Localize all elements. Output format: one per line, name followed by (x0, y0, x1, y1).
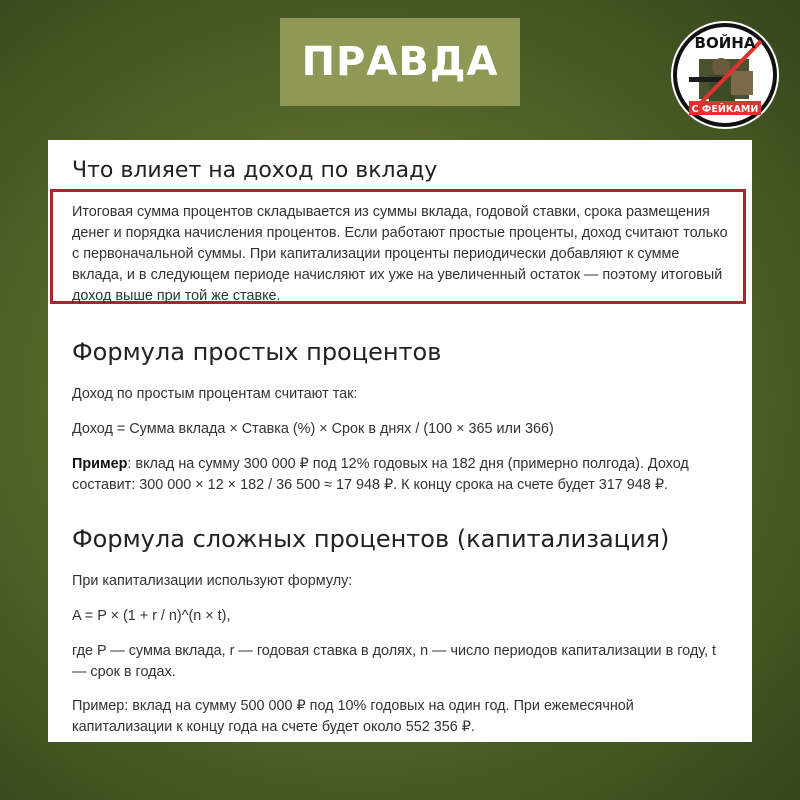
compound-interest-lead: При капитализации используют формулу: (72, 573, 353, 589)
logo-bottom-text: С ФЕЙКАМИ (691, 104, 759, 115)
compound-interest-formula: A = P × (1 + r / n)^(n × t), (72, 608, 231, 624)
war-on-fakes-logo (669, 19, 781, 131)
article-card (48, 140, 752, 742)
compound-interest-example: Пример: вклад на сумму 500 000 ₽ под 10% годовых на один год. При ежемесячной капитализации к концу года на счете будет около 552 356 ₽. (72, 698, 634, 735)
simple-interest-lead: Доход по простым процентам считают так: (72, 386, 358, 402)
simple-interest-formula: Доход = Сумма вклада × Ставка (%) × Срок в днях / (100 × 365 или 366) (72, 421, 554, 437)
heading-compound-interest: Формула сложных процентов (капитализация) (72, 525, 670, 553)
compound-interest-where: где P — сумма вклада, r — годовая ставка в долях, n — число периодов капитализации в году, t — срок в годах. (72, 643, 717, 680)
heading-income-factors: Что влияет на доход по вкладу (72, 158, 438, 183)
intro-paragraph: Итоговая сумма процентов складывается из суммы вклада, годовой ставки, срока размещения денег и порядка начисления процентов. Если работают простые проценты, доход считают только с первоначальной суммы. При капитализации проценты периодически добавляют к сумме вклада, и в следующем периоде начисляют их уже на увеличенный остаток — поэтому итоговый доход выше при той же ставке. (72, 204, 728, 304)
example-label: Пример (72, 456, 128, 472)
simple-example-text: : вклад на сумму 300 000 ₽ под 12% годовых на 182 дня (примерно полгода). Доход составит: 300 000 × 12 × 182 / 36 500 ≈ 17 948 ₽. К концу срока на счете будет 317 948 ₽. (72, 456, 689, 493)
simple-interest-example (72, 454, 732, 496)
logo-emblem-icon (669, 19, 781, 131)
heading-simple-interest: Формула простых процентов (72, 338, 442, 366)
verdict-banner (280, 18, 520, 106)
verdict-label: ПРАВДА (301, 39, 499, 85)
logo-top-text: ВОЙНА (694, 34, 756, 52)
